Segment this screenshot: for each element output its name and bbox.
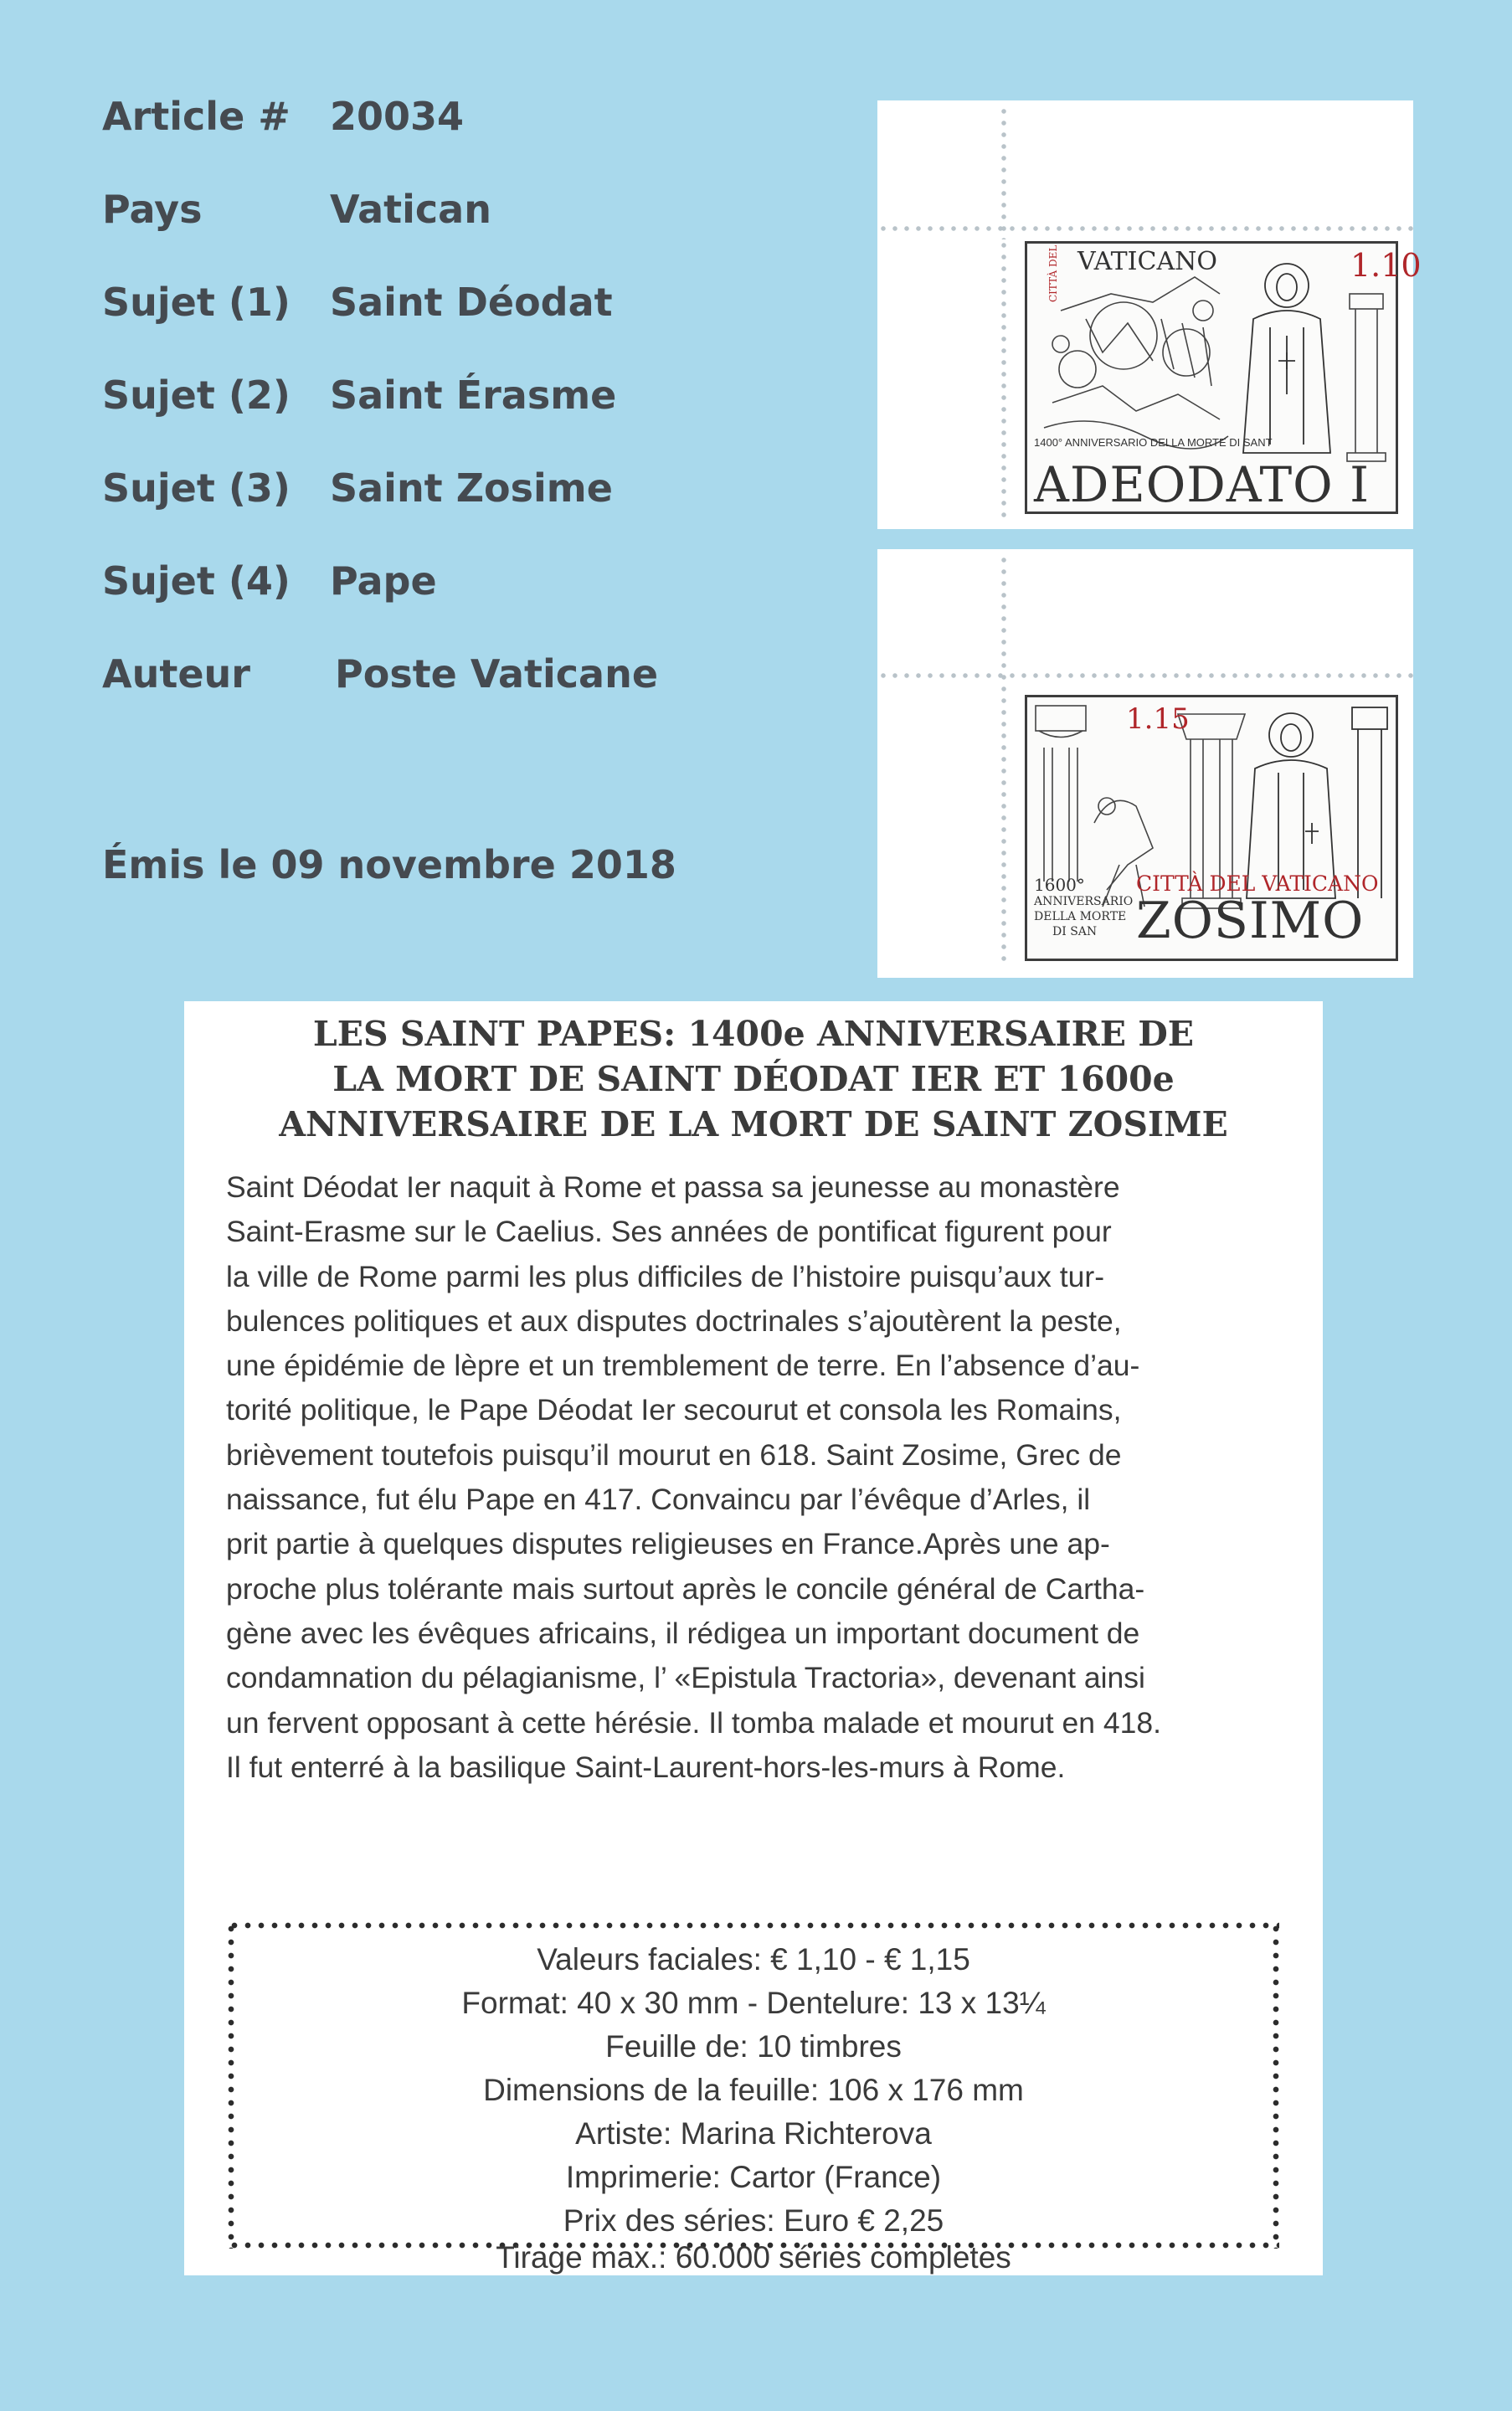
info-value: Saint Déodat xyxy=(330,280,613,325)
stamp-name: ADEODATO I xyxy=(1034,456,1371,513)
stamp-anniversary-text: ANNIVERSARIO xyxy=(1034,895,1134,908)
info-value: Vatican xyxy=(330,187,491,232)
body-line: bulences politiques et aux disputes doctrinales s’ajoutèrent la peste, xyxy=(226,1303,1122,1338)
info-label: Sujet (1) xyxy=(102,280,291,325)
body-line: prit partie à quelques disputes religieuses en France.Après une ap- xyxy=(226,1527,1110,1561)
stamp-anniversary: 1400° ANNIVERSARIO DELLA MORTE DI SANT xyxy=(1034,436,1273,449)
stamp-country-small: CITTÀ DEL xyxy=(1047,244,1059,302)
info-value: Saint Zosime xyxy=(330,465,613,511)
title-line: LA MORT DE SAINT DÉODAT IER ET 1600e xyxy=(332,1059,1175,1099)
description-card xyxy=(184,1001,1323,2275)
stamp-anniversary-text: DI SAN xyxy=(1052,925,1098,938)
body-line: naissance, fut élu Pape en 417. Convaincu par l’évêque d’Arles, il xyxy=(226,1483,1091,1517)
info-label: Sujet (3) xyxy=(102,465,291,511)
stamp-zosimo xyxy=(1025,695,1398,961)
stamp-sheet-zosimo xyxy=(877,549,1413,978)
stamp-sheet-adeodato xyxy=(877,100,1422,529)
body-line: brièvement toutefois puisqu’il mourut en 618. Saint Zosime, Grec de xyxy=(226,1437,1122,1472)
info-label: Sujet (4) xyxy=(102,558,291,604)
spec-format: Format: 40 x 30 mm - Dentelure: 13 x 13¼ xyxy=(461,1986,1046,2020)
perforation-vertical xyxy=(1001,239,1006,524)
perforation-vertical xyxy=(1001,683,1006,968)
stamp-anniversary-text: DELLA MORTE xyxy=(1034,910,1127,923)
spec-face-values: Valeurs faciales: € 1,10 - € 1,15 xyxy=(537,1942,970,1977)
body-line: la ville de Rome parmi les plus difficiles de l’histoire puisqu’aux tur- xyxy=(226,1259,1105,1293)
perforation-vertical xyxy=(1001,554,1006,680)
info-label: Pays xyxy=(102,187,203,232)
stamp-name: ZOSIMO xyxy=(1136,892,1365,950)
info-value: 20034 xyxy=(330,94,465,139)
body-line: condamnation du pélagianisme, l’ «Epistula Tractoria», devenant ainsi xyxy=(226,1661,1145,1695)
description-title xyxy=(184,1011,1323,1147)
body-line: une épidémie de lèpre et un tremblement de terre. En l’absence d’au- xyxy=(226,1349,1140,1383)
body-line: proche plus tolérante mais surtout après le concile général de Cartha- xyxy=(226,1571,1145,1606)
stamp-country: VATICANO xyxy=(1077,247,1217,276)
spec-artist: Artiste: Marina Richterova xyxy=(575,2116,932,2151)
info-value: Saint Érasme xyxy=(330,373,617,418)
spec-price: Prix des séries: Euro € 2,25 xyxy=(563,2203,944,2238)
info-label: Article # xyxy=(102,94,291,139)
spec-print-run: Tirage max.: 60.000 séries completes xyxy=(496,2240,1011,2275)
body-line: Saint-Erasme sur le Caelius. Ses années de pontificat figurent pour xyxy=(226,1215,1112,1249)
perforation-horizontal xyxy=(877,673,1413,678)
perforation-horizontal xyxy=(877,226,1413,231)
specs-box xyxy=(228,1922,1279,2275)
stamp-adeodato xyxy=(1025,241,1422,514)
title-line: LES SAINT PAPES: 1400e ANNIVERSAIRE DE xyxy=(312,1014,1195,1054)
stamp-face-value: 1.10 xyxy=(1350,247,1422,284)
info-value: Poste Vaticane xyxy=(335,651,659,697)
description-body xyxy=(226,1165,1283,1790)
spec-printer: Imprimerie: Cartor (France) xyxy=(565,2160,942,2194)
perforation-vertical xyxy=(1001,105,1006,239)
body-line: un fervent opposant à cette hérésie. Il tomba malade et mourut en 418. xyxy=(226,1705,1161,1740)
body-line: Il fut enterré à la basilique Saint-Laurent-hors-les-murs à Rome. xyxy=(226,1750,1066,1784)
title-line: ANNIVERSAIRE DE LA MORT DE SAINT ZOSIME xyxy=(279,1104,1228,1144)
body-line: Saint Déodat Ier naquit à Rome et passa sa jeunesse au monastère xyxy=(226,1170,1120,1204)
body-line: torité politique, le Pape Déodat Ier secourut et consola les Romains, xyxy=(226,1393,1122,1427)
stamp-anniversary-year: 1600° xyxy=(1034,875,1085,895)
spec-sheet: Feuille de: 10 timbres xyxy=(605,2029,902,2064)
spec-sheet-dimensions: Dimensions de la feuille: 106 x 176 mm xyxy=(483,2073,1024,2107)
info-label: Sujet (2) xyxy=(102,373,291,418)
body-line: gène avec les évêques africains, il rédigea un important document de xyxy=(226,1616,1140,1650)
issue-date: Émis le 09 novembre 2018 xyxy=(102,842,676,887)
info-label: Auteur xyxy=(102,651,250,697)
stamp-face-value: 1.15 xyxy=(1126,702,1190,736)
stamp-country: CITTÀ DEL VATICANO xyxy=(1136,871,1379,896)
info-value: Pape xyxy=(330,558,437,604)
